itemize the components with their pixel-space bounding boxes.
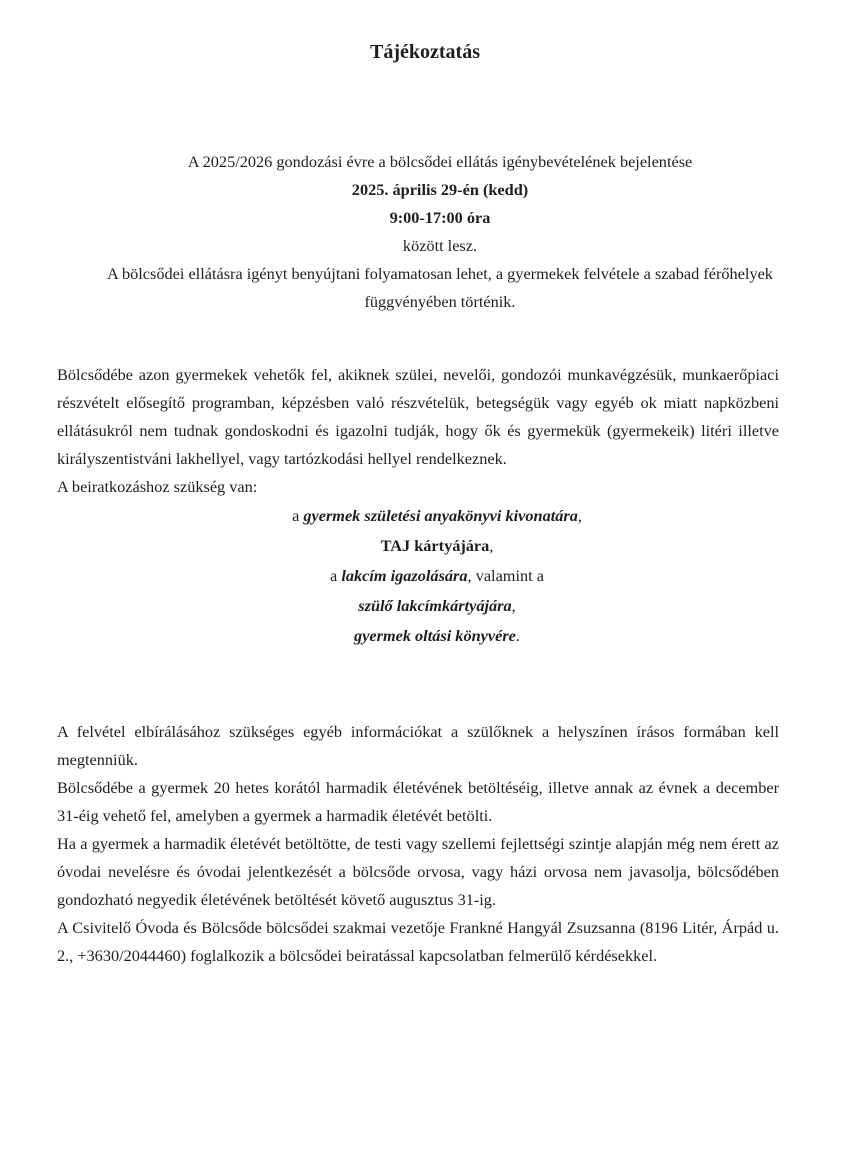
list-item <box>57 621 779 651</box>
announcement-line: A 2025/2026 gondozási évre a bölcsődei ellátás igénybevételének bejelentése <box>187 152 693 171</box>
list-item-emphasis: gyermek születési anyakönyvi kivonatára <box>303 506 578 525</box>
list-item <box>57 561 779 591</box>
list-item-emphasis: gyermek oltási könyvére <box>354 626 516 645</box>
page-title: Tájékoztatás <box>370 41 480 63</box>
eligibility-paragraph: Bölcsődébe azon gyermekek vehetők fel, akiknek szülei, nevelői, gondozói munkavégzésük, munkaerőpiaci részvételt elősegítő programban, képzésben való részvételük, betegségük vagy egyéb ok miatt napközbeni ellátásukról nem tudnak gondoskodni és igazolni tudják, hogy ők és gyermekük (gyermekeik) litéri illetve királyszentistváni lakhellyel, vagy tartózkodási hellyel rendelkeznek. <box>57 365 779 468</box>
list-item-emphasis: TAJ kártyájára <box>380 536 490 555</box>
info-paragraph: Ha a gyermek a harmadik életévét betöltötte, de testi vagy szellemi fejlettségi szintje alapján még nem érett az óvodai nevelésre és óvodai jelentkezését a bölcsőde orvosa, vagy házi orvosa nem javasolja, bölcsődében gondozható negyedik életévének betöltését követő augusztus 31-ig. <box>57 834 779 909</box>
list-item-emphasis: lakcím igazolására <box>341 566 468 585</box>
list-item <box>57 501 779 531</box>
contact-paragraph: A Csivitelő Óvoda és Bölcsőde bölcsődei szakmai vezetője Frankné Hangyál Zsuzsanna (8196 Litér, Árpád u. 2., +3630/2044460) foglalkozik a bölcsődei beiratással kapcsolatban felmerülő kérdésekkel. <box>57 918 779 965</box>
info-section <box>57 718 779 970</box>
list-item-emphasis: szülő lakcímkártyájára <box>358 596 512 615</box>
announcement-line: között lesz. <box>402 236 478 255</box>
announcement-block <box>50 148 830 316</box>
eligibility-section <box>57 361 779 651</box>
list-item-suffix: . <box>515 626 520 645</box>
list-item-suffix: , <box>577 506 582 525</box>
info-paragraph: Bölcsődébe a gyermek 20 hetes korától harmadik életévének betöltéséig, illetve annak az évnek a december 31-éig vehető fel, amelyben a gyermek a harmadik életévét betölti. <box>57 778 779 825</box>
list-item-prefix: a <box>292 506 304 525</box>
announcement-note: A bölcsődei ellátásra igényt benyújtani folyamatosan lehet, a gyermekek felvétele a szabad férőhelyek függvényében történik. <box>107 264 773 311</box>
announcement-date: 2025. április 29-én (kedd) <box>351 180 529 199</box>
required-documents-list <box>57 501 779 651</box>
announcement-time: 9:00-17:00 óra <box>389 208 491 227</box>
list-item <box>57 591 779 621</box>
list-item-suffix: , valamint a <box>467 566 544 585</box>
list-item <box>57 531 779 561</box>
list-item-suffix: , <box>489 536 494 555</box>
list-item-prefix: a <box>330 566 342 585</box>
info-paragraph: A felvétel elbírálásához szükséges egyéb információkat a szülőknek a helyszínen írásos formában kell megtenniük. <box>57 722 779 769</box>
list-item-suffix: , <box>511 596 516 615</box>
requirements-intro: A beiratkozáshoz szükség van: <box>57 477 258 496</box>
